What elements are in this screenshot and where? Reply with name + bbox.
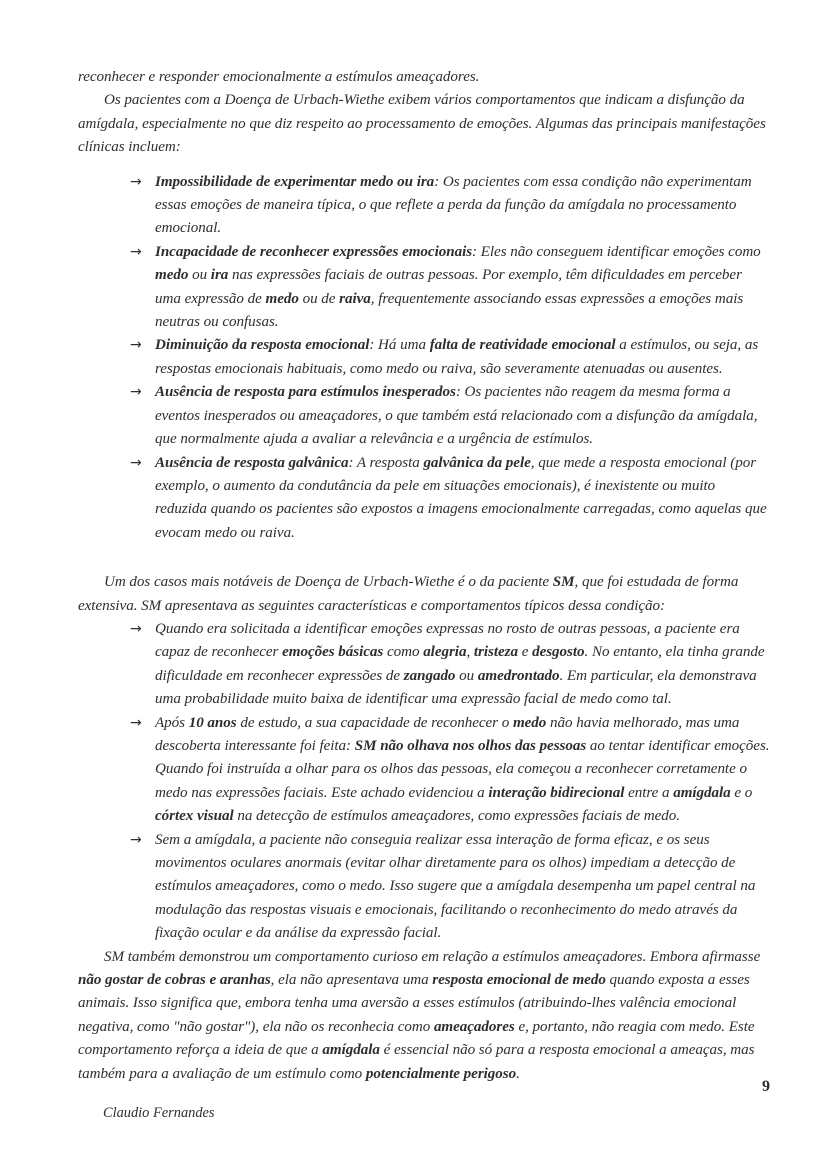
emphasis-zangado: zangado [403,667,456,684]
spacer [78,160,770,171]
list-item-lead: Diminuição da resposta emocional [155,337,370,354]
list-item-lead: Impossibilidade de experimentar medo ou ira [155,173,435,190]
emphasis-medo: medo [155,267,189,284]
arrow-bullet-icon: → [130,714,142,731]
text-run: . [516,1065,520,1082]
text-run: SM também demonstrou um comportamento curioso em relação a estímulos ameaçadores. Embora afirmasse [104,948,761,965]
list-item [78,381,770,451]
text-run: , [466,644,474,661]
paragraph-clinical-intro: Os pacientes com a Doença de Urbach-Wiethe exibem vários comportamentos que indicam a disfunção da amígdala, especialmente no que diz respeito ao processamento de emoções. Algumas das principais manifestações clínicas incluem: [78,92,766,156]
text-run: e [517,644,533,661]
arrow-bullet-icon: → [130,831,142,848]
paragraph-patient-sm-intro [78,571,770,618]
emphasis-desgosto: desgosto [532,644,585,661]
list-item [78,829,770,946]
emphasis-interacao-bidirecional: interação bidirecional [488,784,625,801]
text-run: não havia melhorado, mas uma descoberta interessante foi feita: [155,714,740,754]
list-item-lead: Ausência de resposta galvânica [155,454,349,471]
paragraph-sm-snakes-spiders [78,946,770,1086]
list-item [78,712,770,829]
list-item-rest: a estímulos, ou seja, as respostas emocionais habituais, como medo ou raiva, são severamente atenuadas ou ausentes. [155,337,759,377]
emphasis-medo: medo [512,714,547,731]
list-item-text: Sem a amígdala, a paciente não conseguia realizar essa interação de forma eficaz, e os seus movimentos oculares anormais (evitar olhar diretamente para os olhos) impediam a detecção de estímulos ameaçadores, como o medo. Isso sugere que a amígdala desempenha um papel central na modulação das respostas visuais e emocionais, facilitando o reconhecimento do medo através da fixação ocular e da análise da expressão facial. [155,831,756,942]
text-run: e o [730,784,753,801]
arrow-bullet-icon: → [130,337,142,354]
list-item-rest: : Os pacientes com essa condição não experimentam essas emoções de maneira típica, o que reflete a perda da função da amígdala no processamento emocional. [155,173,752,237]
list-item [78,334,770,381]
list-item [78,618,770,712]
list-item-rest: : Os pacientes não reagem da mesma forma a eventos inesperados ou ameaçadores, o que também está relacionado com a disfunção da amígdala, que normalmente ajuda a avaliar a relevância e a urgência de estímulos. [155,384,758,448]
list-item-rest: ou [188,267,211,284]
list-item-text [155,384,757,447]
emphasis-tristeza: tristeza [473,644,518,661]
spacer [78,545,770,571]
footer-author: Claudio Fernandes [103,1105,215,1121]
emphasis-sm-nao-olhava: SM não olhava nos olhos das pessoas [354,737,587,754]
emphasis-ira: ira [210,267,229,284]
list-item-rest: : Há uma [369,337,430,354]
text-run: é essencial não só para a resposta emocional a ameaças, mas também para a avaliação de um estímulo como [78,1042,755,1082]
emphasis-cortex-visual: córtex visual [155,808,234,825]
text-run: como [383,644,424,661]
emphasis-alegria: alegria [423,644,467,661]
emphasis-resposta-emocional-medo: resposta emocional de medo [432,972,606,989]
list-item-rest: nas expressões faciais de outras pessoas. Por exemplo, têm dificuldades em perceber uma expressão de [155,267,742,307]
list-item-rest: : A resposta [348,454,424,471]
list-item [78,241,770,335]
list-item-lead: Ausência de resposta para estímulos inesperados [155,384,456,401]
arrow-bullet-icon: → [130,454,142,471]
list-item [78,452,770,546]
emphasis-potencialmente-perigoso: potencialmente perigoso [365,1065,517,1082]
emphasis-ameacadores: ameaçadores [433,1018,515,1035]
emphasis-sm: SM [552,574,575,591]
list-item-text [155,174,752,237]
arrow-bullet-icon: → [130,384,142,401]
text-run: ou [455,667,478,684]
text-run: Um dos casos mais notáveis de Doença de Urbach-Wiethe é o da paciente [104,574,553,591]
emphasis-nao-gostar-cobras: não gostar de cobras e aranhas [78,972,271,989]
emphasis-10-anos: 10 anos [188,714,237,731]
text-run: . Em particular, ela demonstrava uma probabilidade muito baixa de identificar uma expressão facial de medo como tal. [155,667,757,708]
text-run: . No entanto, ela tinha grande dificuldade em reconhecer expressões de [155,644,765,684]
list-item-rest: , frequentemente associando essas expressões a emoções mais neutras ou confusas. [155,290,744,331]
text-run: Quando era solicitada a identificar emoções expressas no rosto de outras pessoas, a paciente era capaz de reconhecer [155,620,740,661]
list-item-rest: ou de [298,290,340,307]
arrow-bullet-icon: → [130,243,142,260]
arrow-bullet-icon: → [130,620,142,637]
list-item-text [155,455,767,541]
emphasis-amigdala-2: amígdala [322,1042,380,1059]
patient-sm-characteristics-list [78,618,770,946]
emphasis-medo-2: medo [265,290,299,307]
text-run: , ela não apresentava uma [270,972,433,989]
text-run: na detecção de estímulos ameaçadores, como expressões faciais de medo. [233,808,680,825]
text-run: e, portanto, não reagia com medo. Este comportamento reforça a ideia de que a [78,1018,755,1059]
arrow-bullet-icon: → [130,173,142,190]
list-item-rest: , que mede a resposta emocional (por exemplo, o aumento da condutância da pele em situações emocionais), é inexistente ou muito reduzida quando os pacientes são expostos a imagens emocionalmente carregadas, como aquelas que evocam medo ou raiva. [155,454,767,541]
emphasis-raiva: raiva [339,290,371,307]
text-run: entre a [624,784,674,801]
list-item-text [155,715,770,825]
text-run: de estudo, a sua capacidade de reconhecer o [236,714,513,731]
emphasis-falta-reatividade: falta de reatividade emocional [429,337,616,354]
clinical-manifestations-list [78,171,770,546]
page-number: 9 [762,1078,770,1095]
list-item-lead: Incapacidade de reconhecer expressões emocionais [155,243,473,260]
continued-sentence: reconhecer e responder emocionalmente a estímulos ameaçadores. [78,69,480,85]
emphasis-amedrontado: amedrontado [477,667,560,684]
text-run: quando exposta a esses animais. Isso significa que, embora tenha uma aversão a esses estímulos (atribuindo-lhes valência emocional negativa, como "não gostar"), ela não os reconhecia como [78,972,750,1035]
emphasis-amigdala: amígdala [673,784,731,801]
text-run: , que foi estudada de forma extensiva. SM apresentava as seguintes características e comportamentos típicos dessa condição: [78,574,739,614]
emphasis-emocoes-basicas: emoções básicas [282,644,384,661]
text-run: ao tentar identificar emoções. Quando foi instruída a olhar para os olhos das pessoas, ela começou a reconhecer corretamente o medo nas expressões faciais. Este achado evidenciou a [155,737,770,801]
list-item-text [155,621,765,707]
list-item-text [155,244,761,330]
list-item-rest: : Eles não conseguem identificar emoções como [472,243,761,260]
document-body [78,66,770,1086]
emphasis-galvanica-pele: galvânica da pele [423,454,531,471]
list-item [78,171,770,241]
list-item-text [155,337,758,376]
text-run: Após [155,714,189,731]
